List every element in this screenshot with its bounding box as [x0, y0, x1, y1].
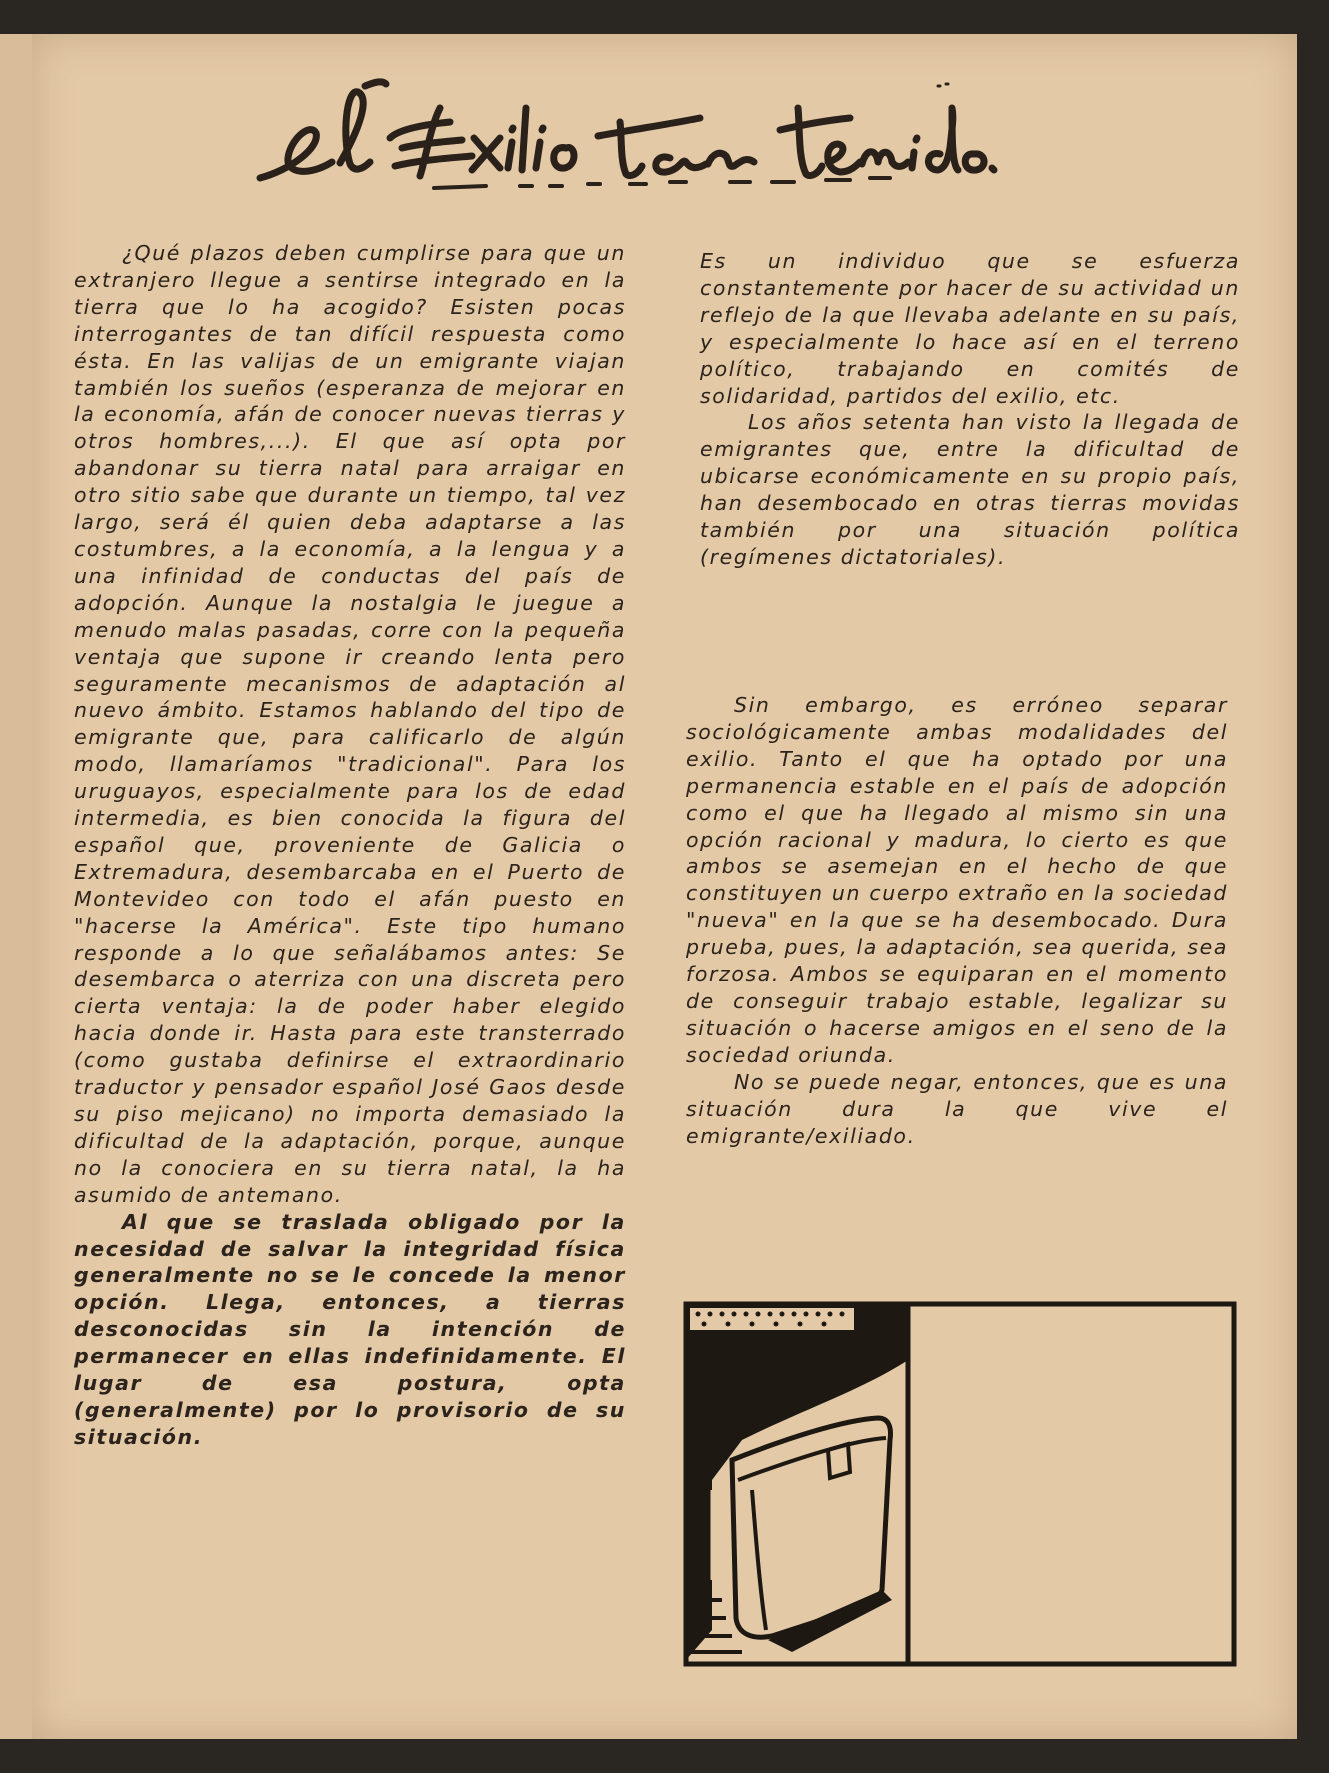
paragraph-intro: ¿Qué plazos deben cumplirse para que un extranjero llegue a sentirse integrado en la tierra que lo ha acogido? Esisten pocas interrogantes de tan difícil respuesta como ésta. En las valijas de un emigrante viajan también los sueños (esperanza de mejorar en la economía, afán de conocer nuevas tierras y otros hombres,...). El que así opta por abandonar su tierra natal para arraigar en otro sitio sabe que durante un tiempo, tal vez largo, será él quien deba adaptarse a las costumbres, a la economía, a la lengua y a una infinidad de conductas del país de adopción. Aunque la nostalgia le juegue a menudo malas pasadas, corre con la pequeña ventaja que supone ir creando lenta pero seguramente mecanismos de adaptación al nuevo ámbito. Estamos hablando del tipo de emigrante que, para calificarlo de algún modo, llamaríamos "tradicional". Para los uruguayos, especialmente para los de edad intermedia, es bien conocida la figura del español que, proveniente de Galicia o Extremadura, desembarcaba en el Puerto de Montevideo con todo el afán puesto en "hacerse la América". Este tipo humano responde a lo que señalábamos antes: Se desembarca o aterriza con una discreta pero cierta ventaja: la de poder haber elegido hacia donde ir. Hasta para este transterrado (como gustaba definirse el extraordinario traductor y pensador español José Gaos desde su piso mejicano) no importa demasiado la dificultad de la adaptación, porque, aunque no la conociera en su tierra natal, la ha asumido de antemano.	[74, 241, 626, 1207]
paragraph-however: Sin embargo, es erróneo separar sociológicamente ambas modalidades del exilio. Tanto el que ha optado por una permanencia estable en el país de adopción como el que ha llegado al mismo sin una opción racional y madura, lo cierto es que ambos se asemejan en el hecho de que constituyen un cuerpo extraño en la sociedad "nueva" en la que se ha desembocado. Dura prueba, pues, la adaptación, sea querida, sea forzosa. Ambos se equiparan en el momento de conseguir trabajo estable, legalizar su situación o hacerse amigos en el seno de la sociedad oriunda.	[686, 693, 1228, 1067]
suitcase-illustration	[682, 1300, 1238, 1668]
paragraph-individual: Es un individuo que se esfuerza constantemente por hacer de su actividad un reflejo de la que llevaba adelante en su país, y especialmente lo hace así en el terreno político, trabajando en comités de solidaridad, partidos del exilio, etc.	[700, 249, 1240, 408]
article-right-column-top	[700, 248, 1240, 571]
article-right-column-bottom	[686, 692, 1228, 1149]
previous-page-edge	[0, 34, 34, 1739]
paragraph-conclusion: No se puede negar, entonces, que es una situación dura la que vive el emigrante/exiliado.	[686, 1069, 1228, 1148]
handwritten-title	[250, 78, 1010, 198]
paragraph-seventies: Los años setenta han visto la llegada de emigrantes que, entre la dificultad de ubicarse económicamente en su propio país, han desembocado en otras tierras movidas también por una situación política (regímenes dictatoriales).	[700, 410, 1240, 569]
article-left-column	[74, 240, 626, 1451]
paragraph-forced-exile: Al que se traslada obligado por la necesidad de salvar la integridad física generalmente no se le concede la menor opción. Llega, entonces, a tierras desconocidas sin la intención de permanecer en ellas indefinidamente. El lugar de esa postura, opta (generalmente) por lo provisorio de su situación.	[74, 1209, 626, 1449]
